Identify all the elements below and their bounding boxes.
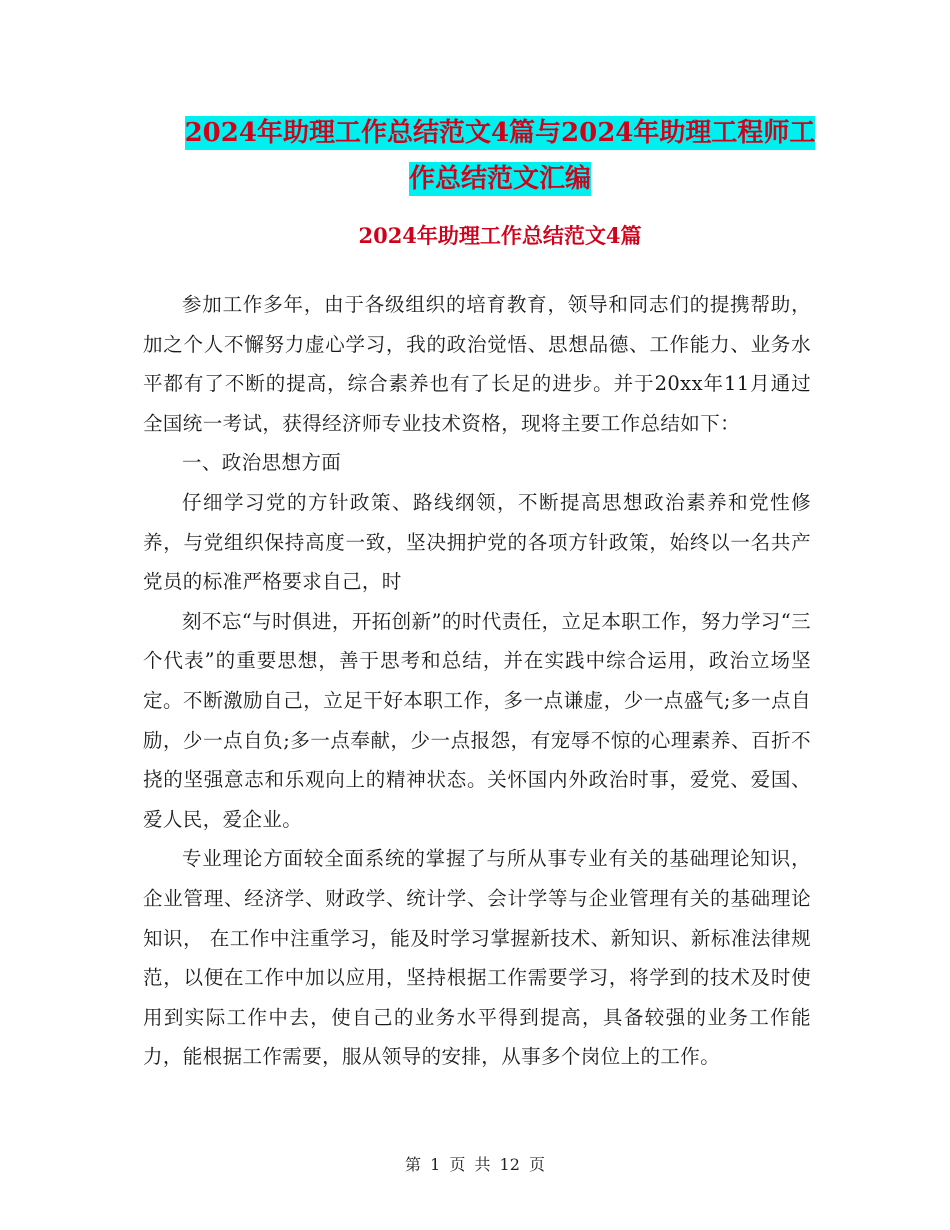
paragraph-heading-political: 一、政治思想方面 <box>182 451 342 475</box>
paragraph-political-1: 仔细学习党的方针政策、路线纲领，不断提高思想政治素养和党性修养，与党组织保持高度一致，坚决拥护党的各项方针政策，始终以一名共产党员的标准严格要求自己，时 <box>143 490 811 594</box>
paragraph-professional: 专业理论方面较全面系统的掌握了与所从事专业有关的基础理论知识，企业管理、经济学、财政学、统计学、会计学等与企业管理有关的基础理论知识， 在工作中注重学习，能及时学习掌握新技术、新知识、新标准法律规范，以便在工作中加以应用，坚持根据工作需要学习，将学到的技术及时使用到实际工作中去，使自己的业务水平得到提高，具备较强的业务工作能力，能根据工作需要，服从领导的安排，从事多个岗位上的工作。 <box>143 847 811 1069</box>
document-title-line-2: 作总结范文汇编 <box>408 164 591 194</box>
document-body <box>143 285 811 1077</box>
paragraph-political-2: 刻不忘“与时俱进，开拓创新”的时代责任，立足本职工作，努力学习“三个代表”的重要思想，善于思考和总结，并在实践中综合运用，政治立场坚定。不断激励自己，立足干好本职工作，多一点谦虚，少一点盛气;多一点自励，少一点自负;多一点奉献，少一点报怨，有宠辱不惊的心理素养、百折不挠的坚强意志和乐观向上的精神状态。关怀国内外政治时事，爱党、爱国、爱人民，爱企业。 <box>143 609 811 831</box>
document-title <box>140 110 860 202</box>
paragraph-intro: 参加工作多年，由于各级组织的培育教育，领导和同志们的提携帮助，加之个人不懈努力虚心学习，我的政治觉悟、思想品德、工作能力、业务水平都有了不断的提高，综合素养也有了长足的进步。并于20xx年11月通过全国统一考试，获得经济师专业技术资格，现将主要工作总结如下： <box>143 293 811 435</box>
section-title: 2024年助理工作总结范文4篇 <box>358 223 642 248</box>
document-title-line-1: 2024年助理工作总结范文4篇与2024年助理工程师工 <box>184 118 816 148</box>
page-footer: 第 1 页 共 12 页 <box>405 1155 545 1174</box>
